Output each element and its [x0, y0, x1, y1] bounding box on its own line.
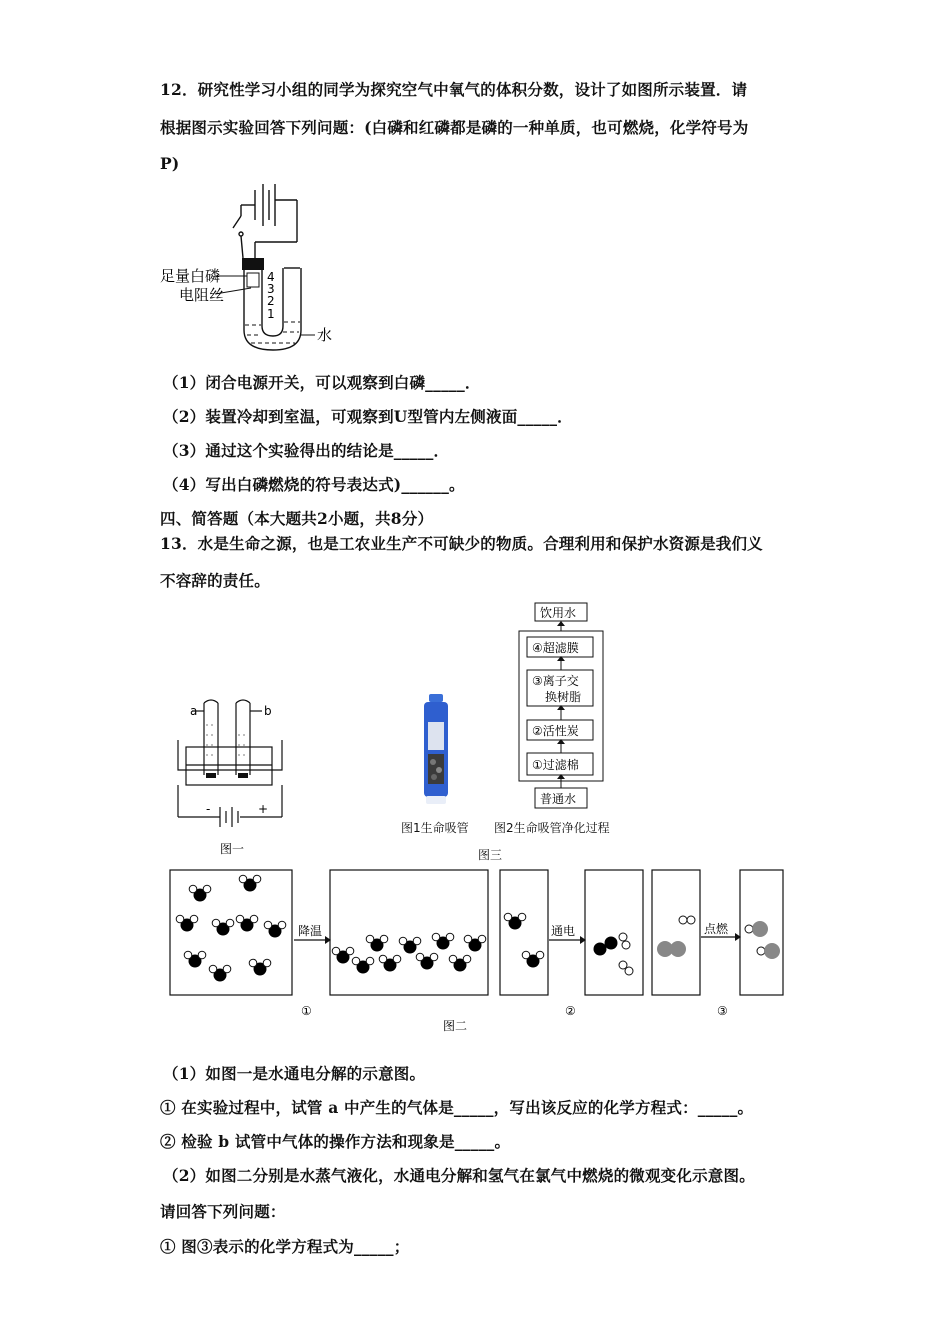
life-straw-image [415, 692, 455, 807]
purification-flow [515, 600, 615, 812]
fig3-img1-caption: 图1生命吸管 [401, 821, 469, 835]
q12-line2: 根据图示实验回答下列问题：(白磷和红磷都是磷的一种单质，也可燃烧，化学符号为 [160, 118, 749, 137]
label-a: a [190, 704, 198, 718]
arrow-electrolysis-label: 通电 [551, 924, 576, 938]
q12-item-4: （4）写出白磷燃烧的符号表达式)______。 [163, 475, 465, 494]
arrow-cool-label: 降温 [298, 924, 323, 938]
scale-1: 1 [267, 307, 275, 321]
u-tube-figure [155, 180, 355, 355]
white-phosphorus [247, 273, 259, 287]
fig1-caption: 图一 [220, 842, 245, 856]
q12-line3: P) [160, 154, 180, 173]
step-ion-exchange-2: 换树脂 [545, 690, 582, 704]
q13-item-1: （1）如图一是水通电分解的示意图。 [163, 1064, 426, 1083]
q13-item-2: ① 在实验过程中，试管 a 中产生的气体是_____，写出该反应的化学方程式：_____。 [160, 1098, 754, 1117]
q13-item-4: （2）如图二分别是水蒸气液化，水通电分解和氢气在氯气中燃烧的微观变化示意图。 [163, 1166, 755, 1185]
q12-item-2: （2）装置冷却到室温，可观察到U型管内左侧液面_____． [163, 407, 573, 426]
stopper [242, 258, 264, 270]
fig2-num-1: ① [301, 1004, 312, 1018]
fig3-caption: 图三 [478, 848, 503, 862]
fig2-num-3: ③ [717, 1004, 728, 1018]
battery-icon [233, 184, 297, 258]
arrow-ignite-label: 点燃 [704, 922, 729, 936]
label-resistor: 电阻丝 [179, 286, 225, 304]
fig2-num-2: ② [565, 1004, 576, 1018]
step-ion-exchange-1: ③离子交 [532, 674, 579, 688]
q12-item-1: （1）闭合电源开关，可以观察到白磷_____． [163, 373, 481, 392]
q13-line2: 不容辞的责任。 [160, 571, 270, 590]
q13-item-5: 请回答下列问题： [160, 1202, 286, 1221]
label-b: b [264, 704, 272, 718]
step-drinking-water: 饮用水 [540, 606, 577, 620]
q12-line1: 12．研究性学习小组的同学为探究空气中氧气的体积分数，设计了如图所示装置．请 [160, 80, 748, 99]
fig2-caption: 图二 [443, 1019, 468, 1033]
q13-item-3: ② 检验 b 试管中气体的操作方法和现象是_____。 [160, 1132, 511, 1151]
section-4-heading: 四、简答题（本大题共2小题，共8分） [160, 509, 434, 528]
water [245, 322, 300, 343]
q13-item-6: ① 图③表示的化学方程式为_____； [160, 1237, 410, 1256]
step-ordinary-water: 普通水 [540, 792, 577, 806]
label-minus: - [206, 802, 211, 816]
label-white-phosphorus: 足量白磷 [160, 267, 221, 285]
scale-4: 4 [267, 270, 275, 284]
fig3-img2-caption: 图2生命吸管净化过程 [494, 821, 610, 835]
electrolysis-figure [170, 695, 300, 860]
scale-3: 3 [267, 282, 275, 296]
q12-item-3: （3）通过这个实验得出的结论是_____． [163, 441, 450, 460]
micro-diagram [165, 865, 790, 1035]
step-ultrafiltration: ④超滤膜 [532, 641, 579, 655]
step-activated-carbon: ②活性炭 [532, 724, 579, 738]
step-filter-cotton: ①过滤棉 [532, 758, 579, 772]
label-plus: + [258, 802, 269, 816]
q13-line1: 13．水是生命之源，也是工农业生产不可缺少的物质。合理利用和保护水资源是我们义 [160, 534, 763, 553]
label-water: 水 [317, 326, 333, 344]
scale-2: 2 [267, 294, 275, 308]
